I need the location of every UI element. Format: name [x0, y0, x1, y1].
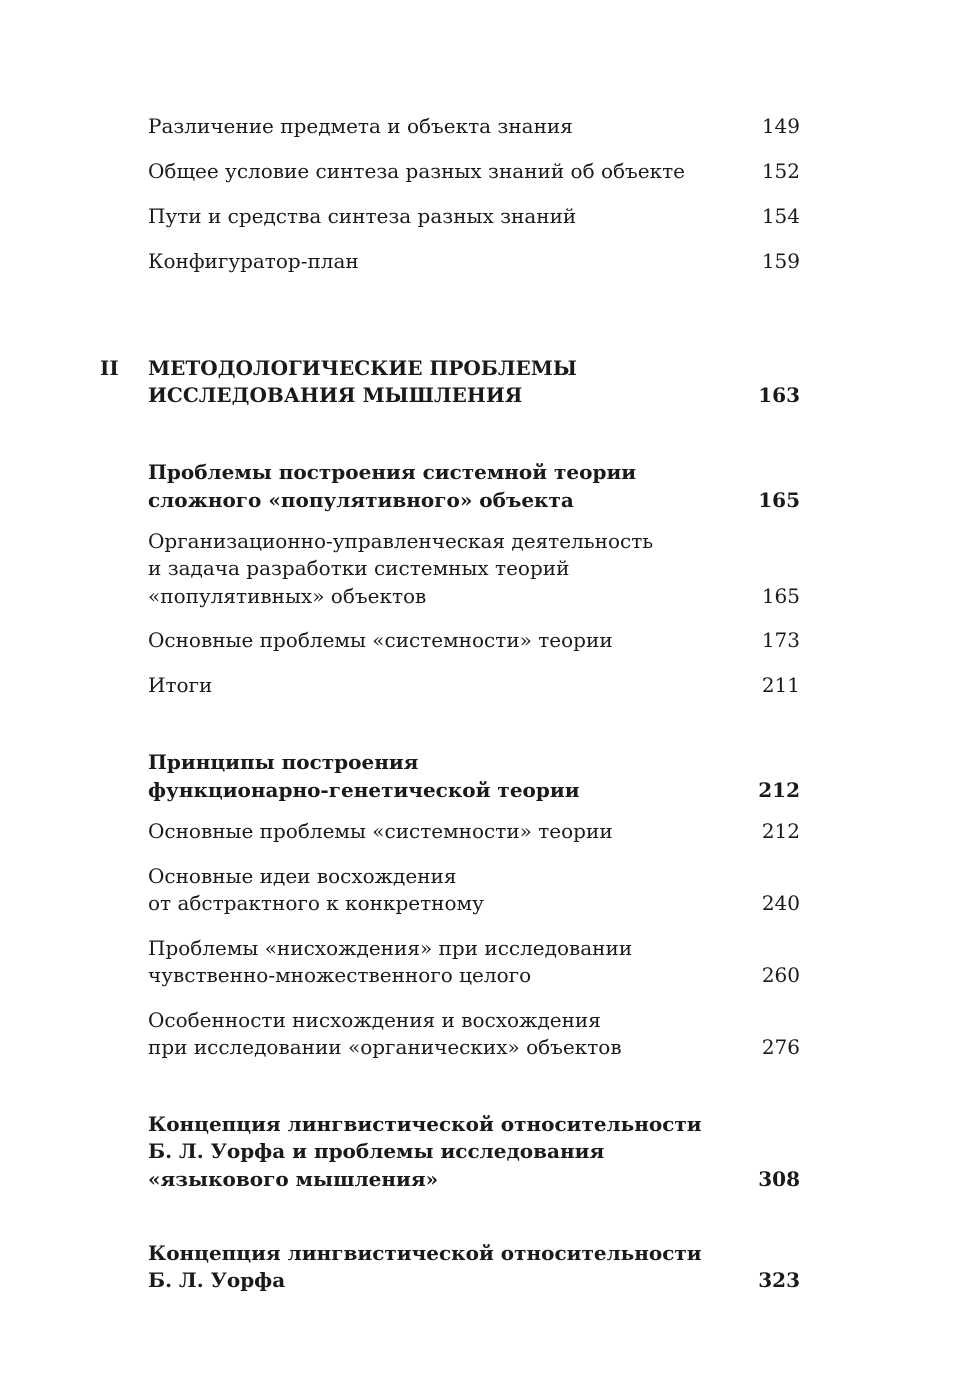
toc-entry-title-line: Проблемы «нисхождения» при исследовании: [148, 936, 633, 960]
toc-entry-title-line: Основные проблемы «системности» теории: [148, 819, 613, 843]
chapter-title-line: сложного «популятивного» объекта: [148, 488, 574, 512]
chapter-title-line: Концепция лингвистической относительности: [148, 1112, 702, 1136]
part-page: 163: [758, 383, 800, 407]
toc-entry-title-line: Итоги: [148, 673, 213, 697]
toc-entry-title-line: Основные идеи восхождения: [148, 864, 457, 888]
toc-entry-title: Различение предмета и объекта знания: [148, 114, 573, 138]
part-numeral: II: [100, 356, 119, 380]
chapter-title-line: Б. Л. Уорфа: [148, 1268, 286, 1292]
toc-entry-title-line: и задача разработки системных теорий: [148, 556, 570, 580]
toc-entry-title-line: «популятивных» объектов: [148, 584, 427, 608]
chapter-title-line: Принципы построения: [148, 750, 419, 774]
toc-entry-page: 152: [761, 159, 800, 183]
chapter-page: 165: [758, 488, 800, 512]
part-title-line: МЕТОДОЛОГИЧЕСКИЕ ПРОБЛЕМЫ: [148, 356, 577, 380]
toc-entry-page: 154: [761, 204, 800, 228]
toc-entry-title-line: при исследовании «органических» объектов: [148, 1035, 622, 1059]
chapter-page: 308: [758, 1167, 800, 1191]
toc-entry-title-line: чувственно-множественного целого: [148, 963, 532, 987]
toc-entry-title-line: Особенности нисхождения и восхождения: [148, 1008, 601, 1032]
toc-entry-title: Пути и средства синтеза разных знаний: [148, 204, 577, 228]
toc-entry-page: 212: [761, 819, 800, 843]
part-title-line: ИССЛЕДОВАНИЯ МЫШЛЕНИЯ: [148, 383, 523, 407]
chapter-page: 323: [758, 1268, 800, 1292]
chapter-title-line: Концепция лингвистической относительности: [148, 1241, 702, 1265]
toc-entry-page: 276: [761, 1035, 800, 1059]
toc-entry-page: 240: [761, 891, 800, 915]
chapter-title-line: Б. Л. Уорфа и проблемы исследования: [148, 1139, 605, 1163]
toc-entry-page: 260: [761, 963, 800, 987]
toc-entry-title-line: Основные проблемы «системности» теории: [148, 628, 613, 652]
toc-entry-page: 211: [761, 673, 800, 697]
chapter-title-line: функционарно-генетической теории: [148, 778, 580, 802]
toc-entry-page: 149: [761, 114, 800, 138]
toc-entry-title: Конфигуратор-план: [148, 249, 359, 273]
toc-entry-page: 165: [761, 584, 800, 608]
toc-entry-page: 159: [761, 249, 800, 273]
toc-entry-title-line: от абстрактного к конкретному: [148, 891, 484, 915]
chapter-page: 212: [758, 778, 800, 802]
toc-entry-title: Общее условие синтеза разных знаний об объекте: [148, 159, 686, 183]
chapter-title-line: «языкового мышления»: [148, 1167, 439, 1191]
toc-entry-page: 173: [761, 628, 800, 652]
chapter-title-line: Проблемы построения системной теории: [148, 460, 637, 484]
toc-entry-title-line: Организационно-управленческая деятельность: [148, 529, 654, 553]
